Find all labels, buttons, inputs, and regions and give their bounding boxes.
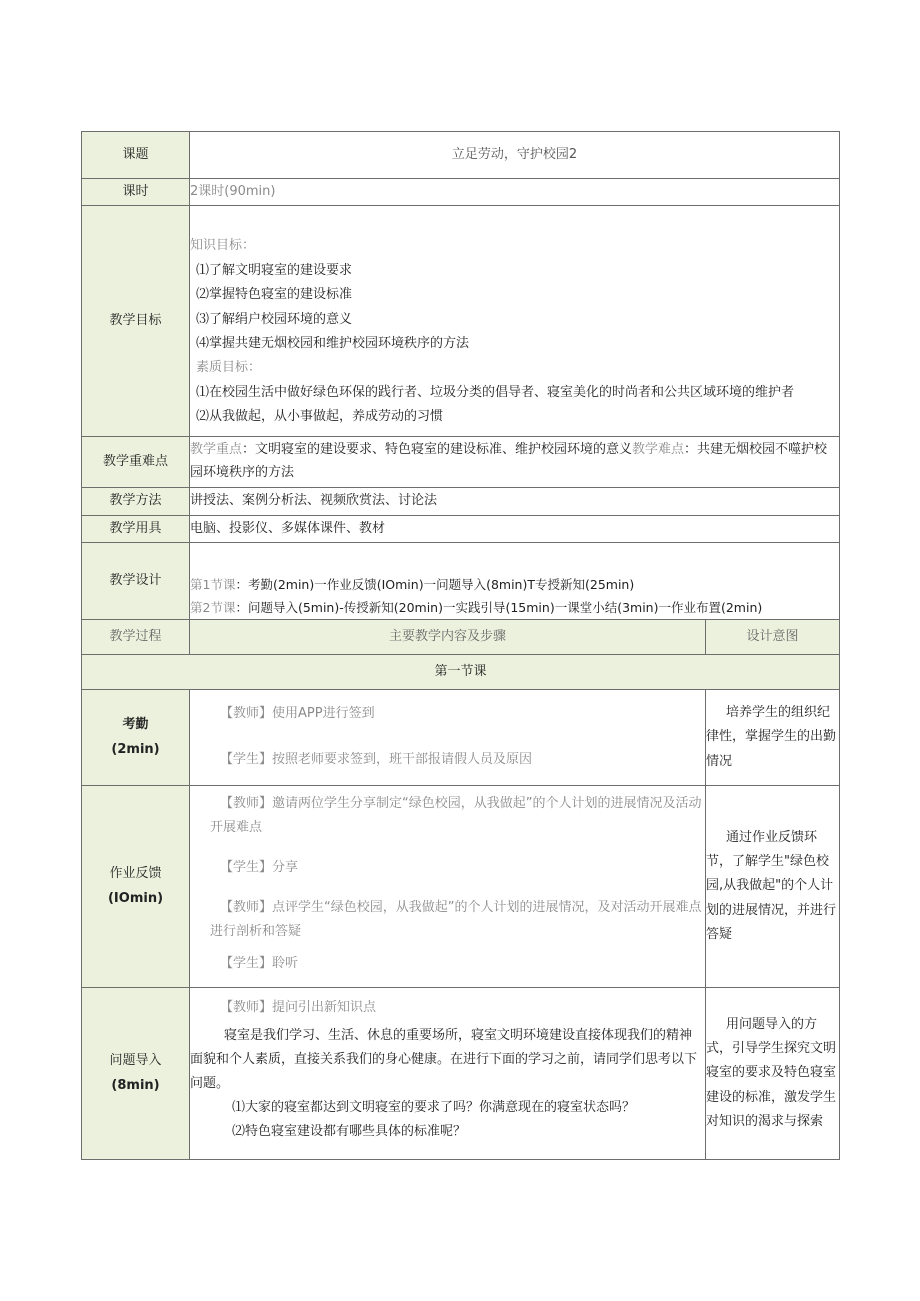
- row-topic: [82, 132, 840, 179]
- intro-content: [190, 988, 706, 1160]
- row-homework: [82, 786, 840, 988]
- design-lesson1-label: 第1节课: [190, 576, 236, 592]
- row-tools: [82, 516, 840, 543]
- knowledge-goal: ⑷掌握共建无烟校园和维护校园环境秩序的方法: [196, 336, 470, 351]
- teacher-line: 【教师】点评学生“绿色校园，从我做起”的个人计划的进展情况，及对活动开展难点进行剖析和答疑: [210, 900, 702, 940]
- methods-value: 讲授法、案例分析法、视频欣赏法、讨论法: [190, 488, 840, 516]
- label-key-points: 教学重难点: [82, 437, 190, 488]
- lesson-plan-table: [81, 131, 840, 1160]
- intro-paragraph: 寝室是我们学习、生活、休息的重要场所，寝室文明环境建设直接体现我们的精神面貌和个人素质，直接关系我们的身心健康。在进行下面的学习之前，请同学们思考以下问题。: [190, 1028, 698, 1092]
- quality-goal: ⑵从我做起，从小事做起，养成劳动的习惯: [196, 409, 444, 425]
- row-intro: [82, 988, 840, 1160]
- intro-intent: [706, 988, 840, 1160]
- key-label: 教学重点: [190, 442, 243, 458]
- homework-intent: [706, 786, 840, 988]
- quality-goals-title: 素质目标：: [196, 360, 262, 376]
- attendance-intent: [706, 690, 840, 786]
- step-name: 问题导入: [109, 1053, 162, 1069]
- design-lesson1-text: ：考勤(2min)一作业反馈(IOmin)一问题导入(8min)T专授新知(25min): [235, 576, 635, 592]
- header-intent: 设计意图: [706, 620, 840, 655]
- knowledge-goal: ⑴了解文明寝室的建设要求: [196, 262, 353, 278]
- design-lesson2-label: 第2节课: [190, 599, 236, 615]
- step-time: (2min): [111, 741, 160, 757]
- knowledge-goal: ⑶了解绢户校园环境的意义: [196, 311, 353, 327]
- attendance-content: [190, 690, 706, 786]
- homework-content: [190, 786, 706, 988]
- lesson-title: 立足劳动，守护校园2: [190, 132, 840, 179]
- teacher-line: 【教师】邀请两位学生分享制定“绿色校园，从我做起”的个人计划的进展情况及活动开展难点: [210, 796, 702, 836]
- question-2: ⑵特色寝室建设都有哪些具体的标准呢？: [232, 1124, 467, 1140]
- label-design: 教学设计: [82, 543, 190, 620]
- tools-value: 电脑、投影仪、多媒体课件、教材: [190, 516, 840, 543]
- step-time: (IOmin): [107, 890, 164, 906]
- row-hours: [82, 179, 840, 206]
- quality-goal: ⑴在校园生活中做好绿色环保的践行者、垃圾分类的倡导者、寝室美化的时尚者和公共区域环境的维护者: [196, 384, 795, 400]
- teacher-line: 【教师】提问引出新知识点: [220, 1000, 377, 1015]
- row-key-points: [82, 437, 840, 488]
- teacher-line: 【教师】使用APP进行签到: [220, 706, 375, 721]
- step-attendance: [82, 690, 190, 786]
- student-line: 【学生】按照老师要求签到，班干部报请假人员及原因: [220, 752, 533, 768]
- section-row: [82, 655, 840, 690]
- process-header-row: [82, 620, 840, 655]
- intent-text: 通过作业反馈环节，了解学生"绿色校园,从我做起"的个人计划的进展情况，并进行答疑: [706, 830, 837, 942]
- label-tools: 教学用具: [82, 516, 190, 543]
- difficulty-label: 教学难点: [632, 442, 685, 458]
- student-line: 【学生】分享: [220, 860, 299, 876]
- student-line: 【学生】聆听: [220, 956, 299, 972]
- intent-text: 用问题导入的方式，引导学生探究文明寝室的要求及特色寝室建设的标准，激发学生对知识的渴求与探索: [706, 1017, 837, 1129]
- row-objectives: [82, 206, 840, 437]
- knowledge-goals-title: 知识目标：: [190, 238, 256, 254]
- row-design: [82, 543, 840, 620]
- knowledge-goal: ⑵掌握特色寝室的建设标准: [196, 287, 353, 303]
- step-intro: [82, 988, 190, 1160]
- label-hours: 课时: [82, 179, 190, 206]
- label-topic: 课题: [82, 132, 190, 179]
- intent-text: 培养学生的组织纪律性，掌握学生的出勤情况: [706, 705, 837, 769]
- key-text: ：文明寝室的建设要求、特色寝室的建设标准、维护校园环境的意义: [242, 442, 633, 458]
- question-1: ⑴大家的寝室都达到文明寝室的要求了吗？你满意现在的寝室状态吗？: [232, 1100, 636, 1116]
- label-methods: 教学方法: [82, 488, 190, 516]
- step-name: 考勤: [122, 717, 149, 733]
- section-title: 第一节课: [82, 655, 840, 690]
- row-methods: [82, 488, 840, 516]
- step-homework: [82, 786, 190, 988]
- design-lesson2-text: ：问题导入(5min)-传授新知(20min)一实践引导(15min)一课堂小结(3min)一作业布置(2min): [235, 599, 763, 615]
- header-process: 教学过程: [82, 620, 190, 655]
- key-points-cell: [190, 437, 840, 488]
- hours-value: 2课时(90min): [190, 179, 840, 206]
- step-name: 作业反馈: [109, 865, 162, 881]
- label-objectives: 教学目标: [82, 206, 190, 437]
- design-cell: [190, 543, 840, 620]
- step-time: (8min): [111, 1077, 160, 1093]
- difficulty-text: ：共建无烟校园不噬护校园环境秩序的方法: [190, 442, 828, 480]
- header-content: 主要教学内容及步骤: [190, 620, 706, 655]
- row-attendance: [82, 690, 840, 786]
- objectives-cell: [190, 206, 840, 437]
